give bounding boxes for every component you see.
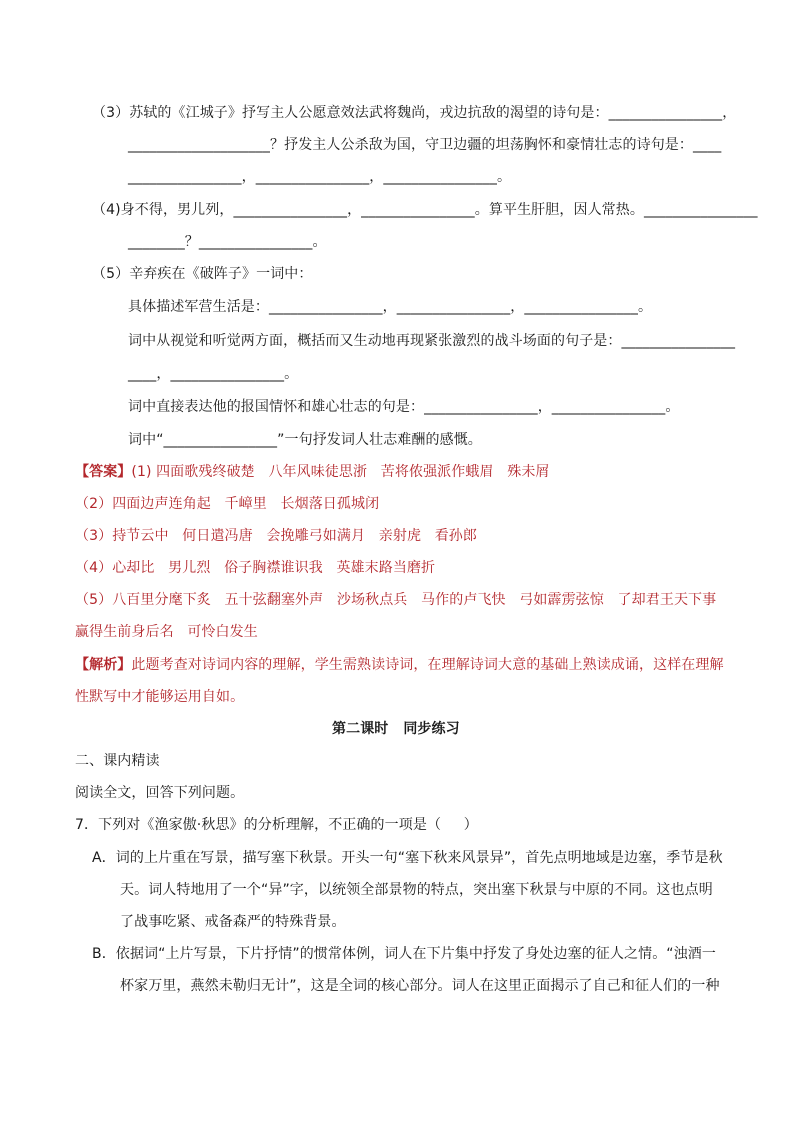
answer-text-1: (1) 四面歌残终破楚 八年风味徒思浙 苦将侬强派作蛾眉 殊未屑 bbox=[131, 464, 550, 480]
analysis-line-2: 性默写中才能够运用自如。 bbox=[75, 689, 245, 705]
question-5-line-4: ____，________________。 bbox=[128, 366, 299, 382]
analysis-text-1: 此题考查对诗词内容的理解，学生需熟读诗词，在理解诗词大意的基础上熟读成诵，这样在理解 bbox=[131, 657, 724, 673]
option-b-line-1: B．依据词“上片写景，下片抒情”的惯常体例，词人在下片集中抒发了身处边塞的征人之情。“浊酒一 bbox=[92, 946, 716, 962]
analysis-line-1 bbox=[75, 655, 724, 675]
question-3-line-3: ________________，________________，________________。 bbox=[128, 169, 512, 185]
question-7-stem: 7．下列对《渔家傲·秋思》的分析理解，不正确的一项是（ ） bbox=[75, 817, 478, 833]
question-3-line-2: ____________________？抒发主人公杀敌为国，守卫边疆的坦荡胸怀和豪情壮志的诗句是：____ bbox=[128, 137, 722, 153]
answer-line-4: （4）心却比 男儿烈 俗子胸襟谁识我 英雄末路当磨折 bbox=[75, 560, 436, 576]
question-3-line-1: （3）苏轼的《江城子》抒写主人公愿意效法武将魏尚，戎边抗敌的渴望的诗句是：________________， bbox=[92, 105, 737, 121]
question-5-line-2: 具体描述军营生活是：________________，________________，________________。 bbox=[128, 299, 653, 315]
question-5-line-6: 词中“________________”一句抒发词人壮志难酬的感慨。 bbox=[128, 432, 482, 448]
option-a-line-2: 天。词人特地用了一个“异”字，以统领全部景物的特点，突出塞下秋景与中原的不同。这也点明 bbox=[120, 882, 713, 898]
question-4-line-1: （4)身不得，男儿列，________________，________________。算平生肝胆，因人常热。________________ bbox=[92, 202, 758, 218]
answer-line-6: 赢得生前身后名 可怜白发生 bbox=[75, 624, 258, 640]
answer-line-3: （3）持节云中 何日遣冯唐 会挽雕弓如满月 亲射虎 看孙郎 bbox=[75, 528, 478, 544]
question-4-line-2: ________？________________。 bbox=[128, 234, 327, 250]
option-a-line-3: 了战事吃紧、戒备森严的特殊背景。 bbox=[120, 914, 346, 930]
question-5-line-3: 词中从视觉和听觉两方面，概括而又生动地再现紧张激烈的战斗场面的句子是：________________ bbox=[128, 333, 736, 349]
answer-line-5: （5）八百里分麾下炙 五十弦翻塞外声 沙场秋点兵 马作的卢飞快 弓如霹雳弦惊 了却君王天下事 bbox=[75, 592, 717, 608]
question-5-line-1: （5）辛弃疾在《破阵子》一词中： bbox=[92, 266, 313, 282]
answer-line-2: （2）四面边声连角起 千嶂里 长烟落日孤城闭 bbox=[75, 496, 380, 512]
answer-label: 【答案】 bbox=[75, 464, 132, 480]
lesson-title: 第二课时 同步练习 bbox=[332, 721, 460, 737]
option-a-line-1: A．词的上片重在写景，描写塞下秋景。开头一句“塞下秋来风景异”，首先点明地域是边塞，季节是秋 bbox=[92, 850, 723, 866]
question-5-line-5: 词中直接表达他的报国情怀和雄心壮志的句是：________________，________________。 bbox=[128, 399, 680, 415]
section-heading: 二、课内精读 bbox=[75, 753, 160, 769]
option-b-line-2: 杯家万里，燕然未勒归无计”，这是全词的核心部分。词人在这里正面揭示了自己和征人们的一种 bbox=[120, 978, 720, 994]
analysis-label: 【解析】 bbox=[75, 657, 132, 673]
answer-line-1 bbox=[75, 462, 550, 482]
section-instruction: 阅读全文，回答下列问题。 bbox=[75, 785, 245, 801]
